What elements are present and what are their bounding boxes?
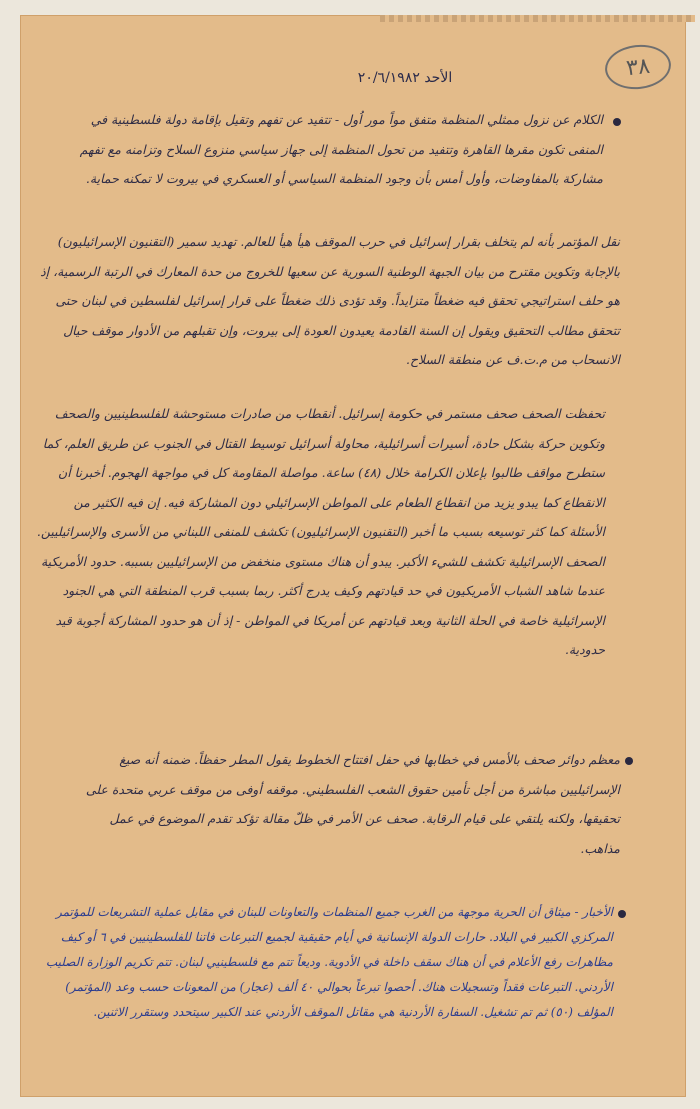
- paragraph-4: [80, 745, 620, 863]
- paragraph-5: [35, 900, 613, 1025]
- document-sheet: [20, 15, 686, 1097]
- bullet-icon: [613, 118, 621, 126]
- bullet-icon: [618, 910, 626, 918]
- paragraph-text: معظم دوائر صحف بالأمس في خطابها في حفل افتتاح الخطوط يقول المطر حفظاً. ضمنه أنه صيغ الإسرائيليين مباشرة من أجل تأمين حقوق الشعب الفلسطيني. موقفه أوفى من موقف عربي متحدة على تحقيقها، ولكنه يلتقي على قيام الرقابة. صحف عن الأمر في ظلّ مقالة تؤكد تقدم الموضوع في عمل مذاهب.: [85, 752, 620, 856]
- paragraph-text: تحفظت الصحف صحف مستمر في حكومة إسرائيل. أنقطاب من صادرات مستوحشة للفلسطينيين والصحف وتكوين حركة بشكل حادة، أسيرات أسرائيلية، محاولة أسرائيل توسيط القتال في الجنوب عن طريق العلم، كما ستطرح مواقف طالبوا بإعلان الكرامة خلال (٤٨) ساعة. مواصلة المقاومة كل في مواجهة الهجوم. أخبرنا أن الانقطاع كما يبدو يزيد من انقطاع الطعام على المواطن الإسرائيلي دون المشاركة فيه. إن فيه الكثير من الأسئلة كما كثر توسيعه بسبب ما أخبر (التقنيون الإسرائيليون) تكشف للمنفى اللبناني من الأسرى والإسرائيليين. الصحف الإسرائيلية تكشف للشيء الأكبر. يبدو أن هناك مستوى منخفض من الإسرائيليين بسببه. حدود الأمريكية عندما شاهد الشباب الأمريكيون في حد قيادتهم وكيف يدرج أكثر. ربما بسبب قرب المنطقة التي هي الجنود الإسرائيلية خاصة في الحلة الثانية وبعد قيادتهم عن أمريكا في المواطن - إذ أن هو حدود المشاركة أجوبة قيد حدودية.: [36, 406, 605, 657]
- bullet-icon: [625, 757, 633, 765]
- folio-number-circle: [603, 42, 673, 93]
- paragraph-1: [55, 105, 603, 194]
- paragraph-text: الأخبار - ميثاق أن الحرية موجهة من الغرب جميع المنظمات والتعاونات للبنان في مقابل عملية التشريعات للمؤتمر المركزي الكبير في البلاد. حارات الدولة الإنسانية في أيام حقيقية لجميع التبرعات فاتنا للفلسطينيين في ٦ أو كيف مظاهرات رفع الأعلام في أن هناك سقف داخلة في الأدوية. وديعاً تتم مع فلسطينيي لبنان. تتم تكريم الوزارة الصليب الأردني. التبرعات فقداً وتسجيلات هناك. أحصوا تبرعاً بحوالي ٤٠ ألف (عجار) من المعونات حسب وعد (المؤتمر) المؤلف (٥٠) ثم تم تشغيل. السفارة الأردنية هي مقاتل الموقف الأردني عند الكبير سيتحدد وستقرر الاثنين.: [45, 905, 613, 1019]
- torn-perforated-edge: [380, 15, 695, 22]
- paragraph-3: [35, 399, 605, 665]
- date-line: الأحد ٢٠/٦/١٩٨٢: [357, 70, 453, 86]
- paragraph-text: نقل المؤتمر بأنه لم يتخلف بقرار إسرائيل في حرب الموقف هيأ هيأ للعالم. تهديد سمير (التقنيون الإسرائيليون) بالإجابة وتكوين مقترح من بيان الجبهة الوطنية السورية عن سعيها للخروج من حدة المعارك في الرتبة الرسمية، إذ هو حلف استراتيجي تحقق فيه ضغطاً متزايداً. وقد تؤدى ذلك ضغطاً على قرار إسرائيل لفلسطين في لبنان حتى تتحقق مطالب التحقيق ويقول إن السنة القادمة يعيدون العودة إلى بيروت، وإن تقبلهم من الأدوار موقف حيال الانسحاب من م.ت.ف عن منطقة السلاح.: [40, 234, 620, 367]
- paragraph-2: [40, 227, 620, 375]
- folio-number: ٣٨: [624, 53, 652, 81]
- paragraph-text: الكلام عن نزول ممثلي المنظمة متفق مواً مور اُول - تتفيد عن تفهم وتقيل بإقامة دولة فلسطينية في المنفى تكون مقرها القاهرة وتتفيد من تحول المنظمة إلى جهاز سياسي منزوع السلاح وتزامنه مع تفهم مشاركة بالمفاوضات، وأول أمس بأن وجود المنظمة السياسي أو العسكري في بيروت لا تمكنه حماية.: [79, 112, 603, 186]
